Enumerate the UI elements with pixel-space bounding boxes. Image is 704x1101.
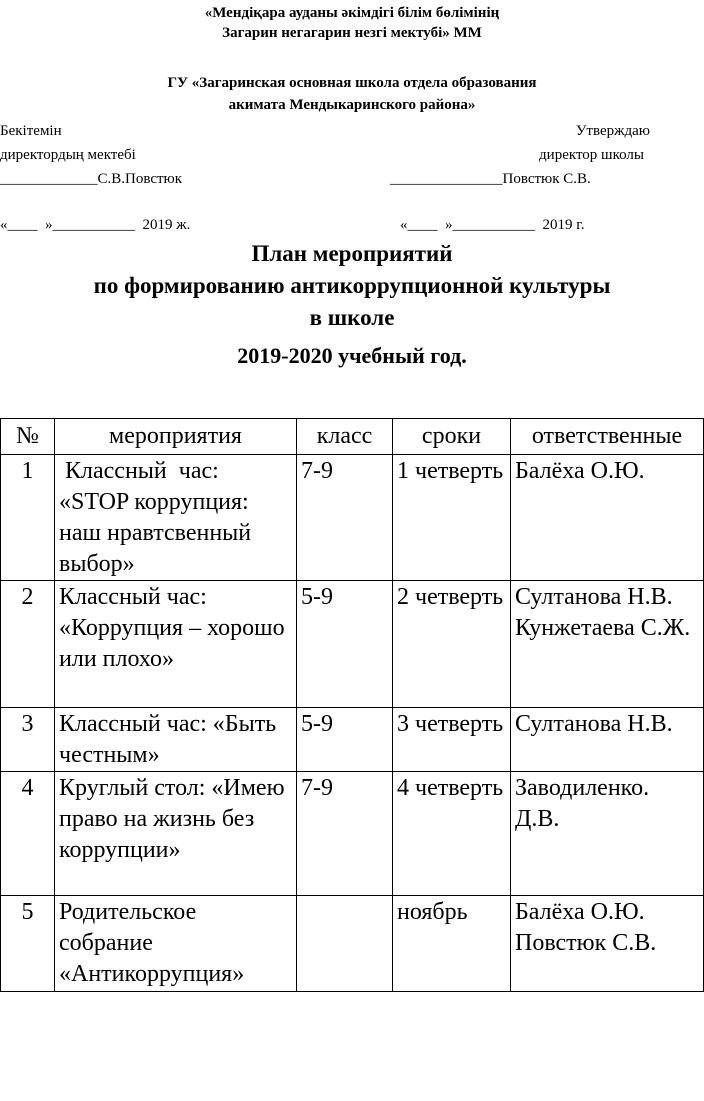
- header-event: мероприятия: [55, 419, 297, 455]
- title-line1: План мероприятий: [251, 241, 453, 266]
- header-number: №: [1, 419, 55, 455]
- table-row: [1, 455, 704, 581]
- table-row: [1, 708, 704, 772]
- approval-left-line2: директордың мектебі: [0, 147, 136, 163]
- header-responsible: ответственные: [511, 419, 704, 455]
- approval-left-date: «____ »___________ 2019 ж.: [0, 217, 191, 233]
- header-ru-line2: акимата Мендыкаринского района»: [228, 97, 476, 113]
- table-row: [1, 772, 704, 896]
- cell-event: Классный час: «Коррупция – хорошо или плохо»: [55, 581, 297, 708]
- header-term: сроки: [393, 419, 511, 455]
- approval-right-date: «____ »___________ 2019 г.: [400, 217, 585, 233]
- cell-term: 3 четверть: [393, 708, 511, 772]
- approval-right-line1: Утверждаю: [575, 123, 650, 139]
- cell-term: 2 четверть: [393, 581, 511, 708]
- cell-event: Родительское собрание «Антикоррупция»: [55, 896, 297, 992]
- table-row: [1, 581, 704, 708]
- table-row: [1, 896, 704, 992]
- header-kz-line1: «Мендіқара ауданы әкімдігі білім бөлімінің: [204, 5, 500, 21]
- approval-left-line1: Бекітемін: [0, 123, 62, 139]
- cell-responsible: Султанова Н.В. Кунжетаева С.Ж.: [511, 581, 704, 708]
- cell-number: 4: [1, 772, 55, 896]
- header-kz-line2: Загарин негагарин незгі мектубі» ММ: [222, 25, 482, 41]
- approval-right-signature: _______________Повстюк С.В.: [390, 171, 591, 187]
- cell-event: Круглый стол: «Имею право на жизнь без коррупции»: [55, 772, 297, 896]
- cell-term: ноябрь: [393, 896, 511, 992]
- cell-event: Классный час: «STOP коррупция: наш нравтсвенный выбор»: [55, 455, 297, 581]
- cell-grade: [297, 896, 393, 992]
- approval-right-line2: директор школы: [539, 147, 644, 163]
- cell-number: 5: [1, 896, 55, 992]
- title-line3: в школе: [309, 305, 395, 330]
- header-ru-line1: ГУ «Загаринская основная школа отдела образования: [167, 75, 537, 91]
- cell-responsible: Балёха О.Ю.: [511, 455, 704, 581]
- cell-grade: 5-9: [297, 708, 393, 772]
- header-grade: класс: [297, 419, 393, 455]
- cell-responsible: Балёха О.Ю. Повстюк С.В.: [511, 896, 704, 992]
- events-table: [0, 418, 704, 992]
- cell-number: 3: [1, 708, 55, 772]
- cell-term: 4 четверть: [393, 772, 511, 896]
- approval-left-signature: _____________С.В.Повстюк: [0, 171, 183, 187]
- title-line4: 2019-2020 учебный год.: [237, 343, 467, 368]
- cell-number: 1: [1, 455, 55, 581]
- cell-grade: 7-9: [297, 455, 393, 581]
- title-line2: по формированию антикоррупционной культуры: [93, 273, 611, 298]
- cell-event: Классный час: «Быть честным»: [55, 708, 297, 772]
- table-header-row: [1, 419, 704, 455]
- cell-responsible: Заводиленко. Д.В.: [511, 772, 704, 896]
- cell-grade: 5-9: [297, 581, 393, 708]
- cell-responsible: Султанова Н.В.: [511, 708, 704, 772]
- cell-grade: 7-9: [297, 772, 393, 896]
- cell-number: 2: [1, 581, 55, 708]
- cell-term: 1 четверть: [393, 455, 511, 581]
